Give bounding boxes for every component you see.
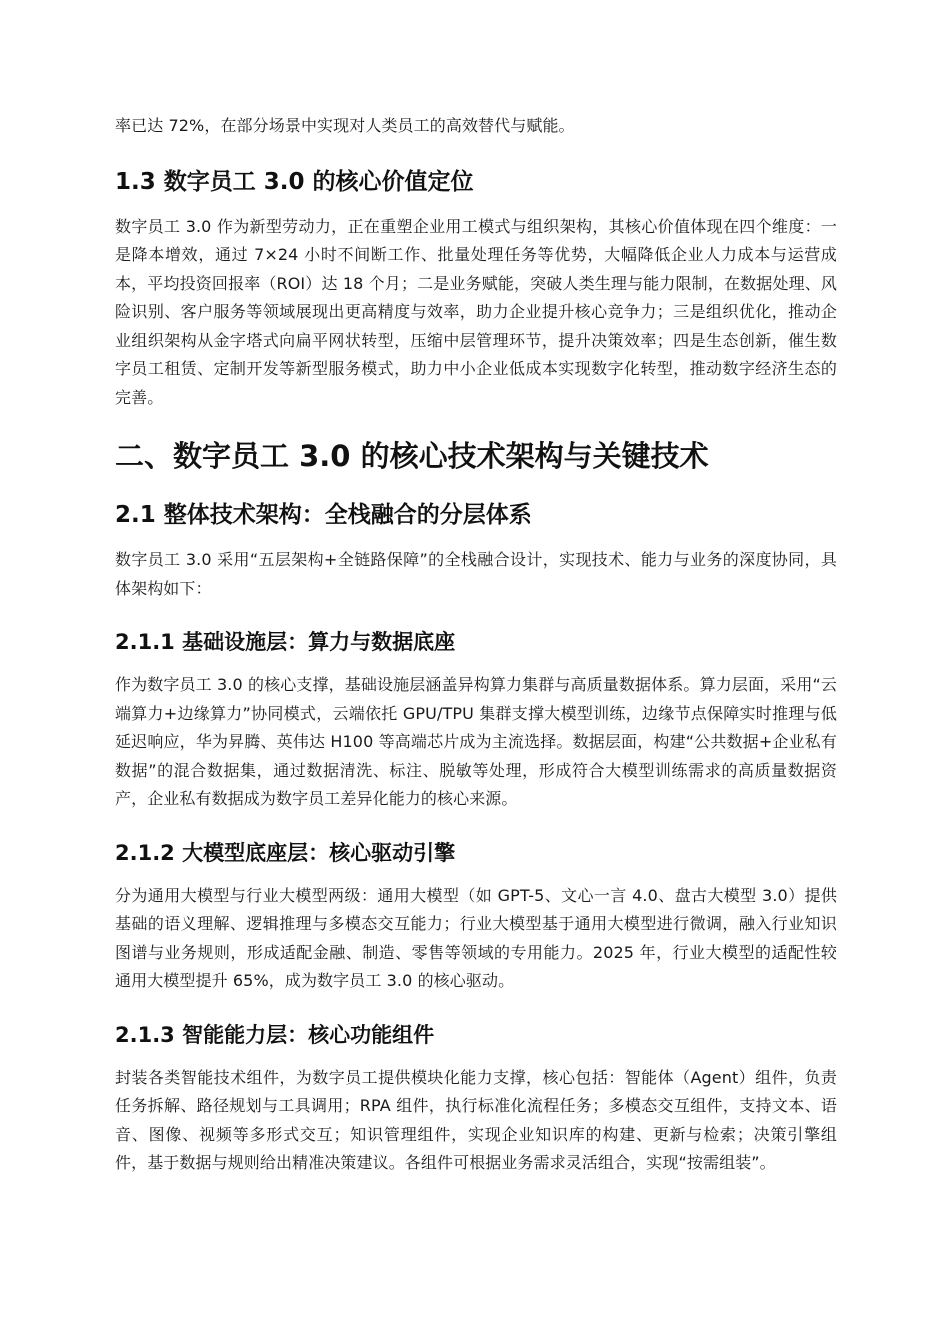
section-2-1-paragraph: 数字员工 3.0 采用“五层架构+全链路保障”的全栈融合设计，实现技术、能力与业务的深度协同，具体架构如下： [115,550,837,598]
section-2-1-2-paragraph: 分为通用大模型与行业大模型两级：通用大模型（如 GPT-5、文心一言 4.0、盘古大模型 3.0）提供基础的语义理解、逻辑推理与多模态交互能力；行业大模型基于通用大模型进行微调，融入行业知识图谱与业务规则，形成适配金融、制造、零售等领域的专用能力。2025 年，行业大模型的适配性较通用大模型提升 65%，成为数字员工 3.0 的核心驱动。 [115,885,837,990]
section-2-1-3-heading: 2.1.3 智能能力层：核心功能组件 [115,1022,435,1047]
section-1-3-heading: 1.3 数字员工 3.0 的核心价值定位 [115,168,474,195]
section-2-1-1-heading: 2.1.1 基础设施层：算力与数据底座 [115,630,456,654]
section-2-1-heading: 2.1 整体技术架构：全栈融合的分层体系 [115,502,532,528]
section-2-1-3-paragraph: 封装各类智能技术组件，为数字员工提供模块化能力支撑，核心包括：智能体（Agent）组件，负责任务拆解、路径规划与工具调用；RPA 组件，执行标准化流程任务；多模态交互组件，支持文本、语音、图像、视频等多形式交互；知识管理组件，实现企业知识库的构建、更新与检索；决策引擎组件，基于数据与规则给出精准决策建议。各组件可根据业务需求灵活组合，实现“按需组装”。 [115,1067,837,1172]
document-page [115,112,837,1178]
section-1-3-paragraph: 数字员工 3.0 作为新型劳动力，正在重塑企业用工模式与组织架构，其核心价值体现在四个维度：一是降本增效，通过 7×24 小时不间断工作、批量处理任务等优势，大幅降低企业人力成本与运营成本，平均投资回报率（ROI）达 18 个月；二是业务赋能，突破人类生理与能力限制，在数据处理、风险识别、客户服务等领域展现出更高精度与效率，助力企业提升核心竞争力；三是组织优化，推动企业组织架构从金字塔式向扁平网状转型，压缩中层管理环节，提升决策效率；四是生态创新，催生数字员工租赁、定制开发等新型服务模式，助力中小企业低成本实现数字化转型，推动数字经济生态的完善。 [115,216,837,407]
chapter-2-heading: 二、数字员工 3.0 的核心技术架构与关键技术 [115,439,709,473]
intro-tail-paragraph: 率已达 72%，在部分场景中实现对人类员工的高效替代与赋能。 [115,116,575,135]
section-2-1-1-paragraph: 作为数字员工 3.0 的核心支撑，基础设施层涵盖异构算力集群与高质量数据体系。算力层面，采用“云端算力+边缘算力”协同模式，云端依托 GPU/TPU 集群支撑大模型训练，边缘节点保障实时推理与低延迟响应，华为昇腾、英伟达 H100 等高端芯片成为主流选择。数据层面，构建“公共数据+企业私有数据”的混合数据集，通过数据清洗、标注、脱敏等处理，形成符合大模型训练需求的高质量数据资产，企业私有数据成为数字员工差异化能力的核心来源。 [115,675,837,808]
section-2-1-2-heading: 2.1.2 大模型底座层：核心驱动引擎 [115,840,456,865]
